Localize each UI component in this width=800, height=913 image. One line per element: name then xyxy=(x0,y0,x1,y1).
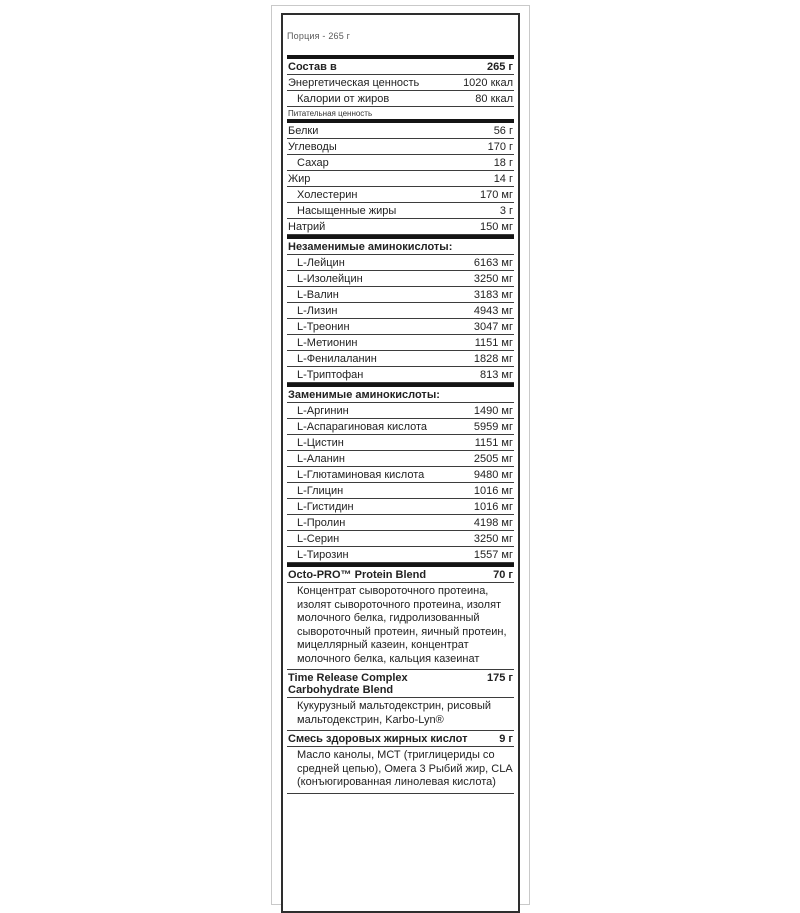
row-value: 3 г xyxy=(499,205,513,217)
row-label: L-Триптофан xyxy=(297,369,364,381)
row-label: L-Серин xyxy=(297,533,340,545)
row-label: L-Тирозин xyxy=(297,549,349,561)
amino-row xyxy=(287,419,514,435)
row-label: L-Цистин xyxy=(297,437,344,449)
row-value: 1828 мг xyxy=(473,353,513,365)
amino-row xyxy=(287,515,514,531)
nutrient-row xyxy=(287,75,514,91)
amino-row xyxy=(287,303,514,319)
row-label: Натрий xyxy=(288,221,326,233)
row-value: 9480 мг xyxy=(473,469,513,481)
nutrient-row xyxy=(287,203,514,219)
row-value: 150 мг xyxy=(480,221,513,233)
row-label: L-Лизин xyxy=(297,305,338,317)
row-label: L-Аргинин xyxy=(297,405,349,417)
row-value: 3047 мг xyxy=(473,321,513,333)
serving-size: Порция - 265 г xyxy=(287,31,351,41)
blend-name: Time Release Complex Carbohydrate Blend xyxy=(288,672,408,696)
nutrient-row xyxy=(287,219,514,235)
nonessential-amino-header: Заменимые аминокислоты: xyxy=(287,387,514,403)
row-label: L-Аланин xyxy=(297,453,345,465)
nutrient-row xyxy=(287,123,514,139)
amino-row xyxy=(287,547,514,563)
row-value: 170 мг xyxy=(480,189,513,201)
blend-value: 9 г xyxy=(499,733,513,745)
amino-row xyxy=(287,483,514,499)
row-label: Состав в xyxy=(288,61,337,73)
blend-ingredients: Кукурузный мальтодекстрин, рисовый мальтодекстрин, Karbo-Lyn® xyxy=(287,698,514,731)
amino-row xyxy=(287,255,514,271)
row-label: L-Аспарагиновая кислота xyxy=(297,421,428,433)
row-value: 813 мг xyxy=(480,369,513,381)
row-label: L-Треонин xyxy=(297,321,350,333)
amino-row xyxy=(287,531,514,547)
nutrient-row xyxy=(287,139,514,155)
nutrition-label xyxy=(281,13,520,913)
amino-row xyxy=(287,451,514,467)
amino-row xyxy=(287,351,514,367)
row-label: Энергетическая ценность xyxy=(288,77,420,89)
blend-header-row xyxy=(287,731,514,747)
amino-row xyxy=(287,367,514,383)
row-value: 1016 мг xyxy=(473,501,513,513)
row-label: L-Глютаминовая кислота xyxy=(297,469,425,481)
row-value: 4198 мг xyxy=(473,517,513,529)
row-value: 3250 мг xyxy=(473,273,513,285)
row-value: 5959 мг xyxy=(473,421,513,433)
row-label: Жир xyxy=(288,173,311,185)
blend-name: Смесь здоровых жирных кислот xyxy=(288,733,468,745)
amino-row xyxy=(287,435,514,451)
row-label: L-Изолейцин xyxy=(297,273,363,285)
blend-name: Octo-PRO™ Protein Blend xyxy=(288,569,427,581)
row-value: 170 г xyxy=(487,141,513,153)
row-value: 3250 мг xyxy=(473,533,513,545)
nutrition-note: Питательная ценность xyxy=(288,109,373,118)
row-label: Насыщенные жиры xyxy=(297,205,397,217)
row-value: 1490 мг xyxy=(473,405,513,417)
row-value: 2505 мг xyxy=(473,453,513,465)
row-label: L-Глицин xyxy=(297,485,344,497)
row-label: Углеводы xyxy=(288,141,337,153)
blend-header-row xyxy=(287,567,514,583)
amino-row xyxy=(287,403,514,419)
nutrient-row xyxy=(287,91,514,107)
blend-header-row xyxy=(287,670,514,698)
row-value: 80 ккал xyxy=(475,93,513,105)
amino-row xyxy=(287,499,514,515)
row-label: L-Фенилаланин xyxy=(297,353,377,365)
amino-row xyxy=(287,287,514,303)
row-label: L-Гистидин xyxy=(297,501,354,513)
row-label: Калории от жиров xyxy=(297,93,390,105)
nutrient-row xyxy=(287,187,514,203)
row-value: 265 г xyxy=(487,61,513,73)
blend-value: 70 г xyxy=(493,569,513,581)
row-value: 1016 мг xyxy=(473,485,513,497)
row-value: 14 г xyxy=(493,173,513,185)
row-value: 1020 ккал xyxy=(463,77,513,89)
row-label: L-Метионин xyxy=(297,337,358,349)
amino-row xyxy=(287,335,514,351)
row-value: 1151 мг xyxy=(474,337,513,349)
row-value: 6163 мг xyxy=(473,257,513,269)
amino-row xyxy=(287,467,514,483)
row-value: 4943 мг xyxy=(473,305,513,317)
row-value: 1151 мг xyxy=(474,437,513,449)
row-value: 3183 мг xyxy=(473,289,513,301)
nutrient-row xyxy=(287,155,514,171)
nutrient-row xyxy=(287,171,514,187)
row-label: L-Валин xyxy=(297,289,339,301)
amino-row xyxy=(287,319,514,335)
row-label: L-Лейцин xyxy=(297,257,345,269)
row-label: Сахар xyxy=(297,157,329,169)
essential-amino-header: Незаменимые аминокислоты: xyxy=(287,239,514,255)
blend-value: 175 г xyxy=(487,672,513,684)
row-value: 1557 мг xyxy=(473,549,513,561)
row-label: L-Пролин xyxy=(297,517,346,529)
amino-row xyxy=(287,271,514,287)
composition-header-row xyxy=(287,59,514,75)
row-label: Белки xyxy=(288,125,319,137)
row-label: Холестерин xyxy=(297,189,358,201)
row-value: 18 г xyxy=(493,157,513,169)
blend-ingredients: Концентрат сывороточного протеина, изолят сывороточного протеина, изолят молочного белка, гидролизованный сывороточный протеин, яичный протеин, мицеллярный казеин, концентрат молочного белка, кальция казеинат xyxy=(287,583,514,670)
blend-ingredients: Масло канолы, МСТ (триглицериды со средней цепью), Омега 3 Рыбий жир, CLA (конъюгированная линолевая кислота) xyxy=(287,747,514,794)
row-value: 56 г xyxy=(493,125,513,137)
